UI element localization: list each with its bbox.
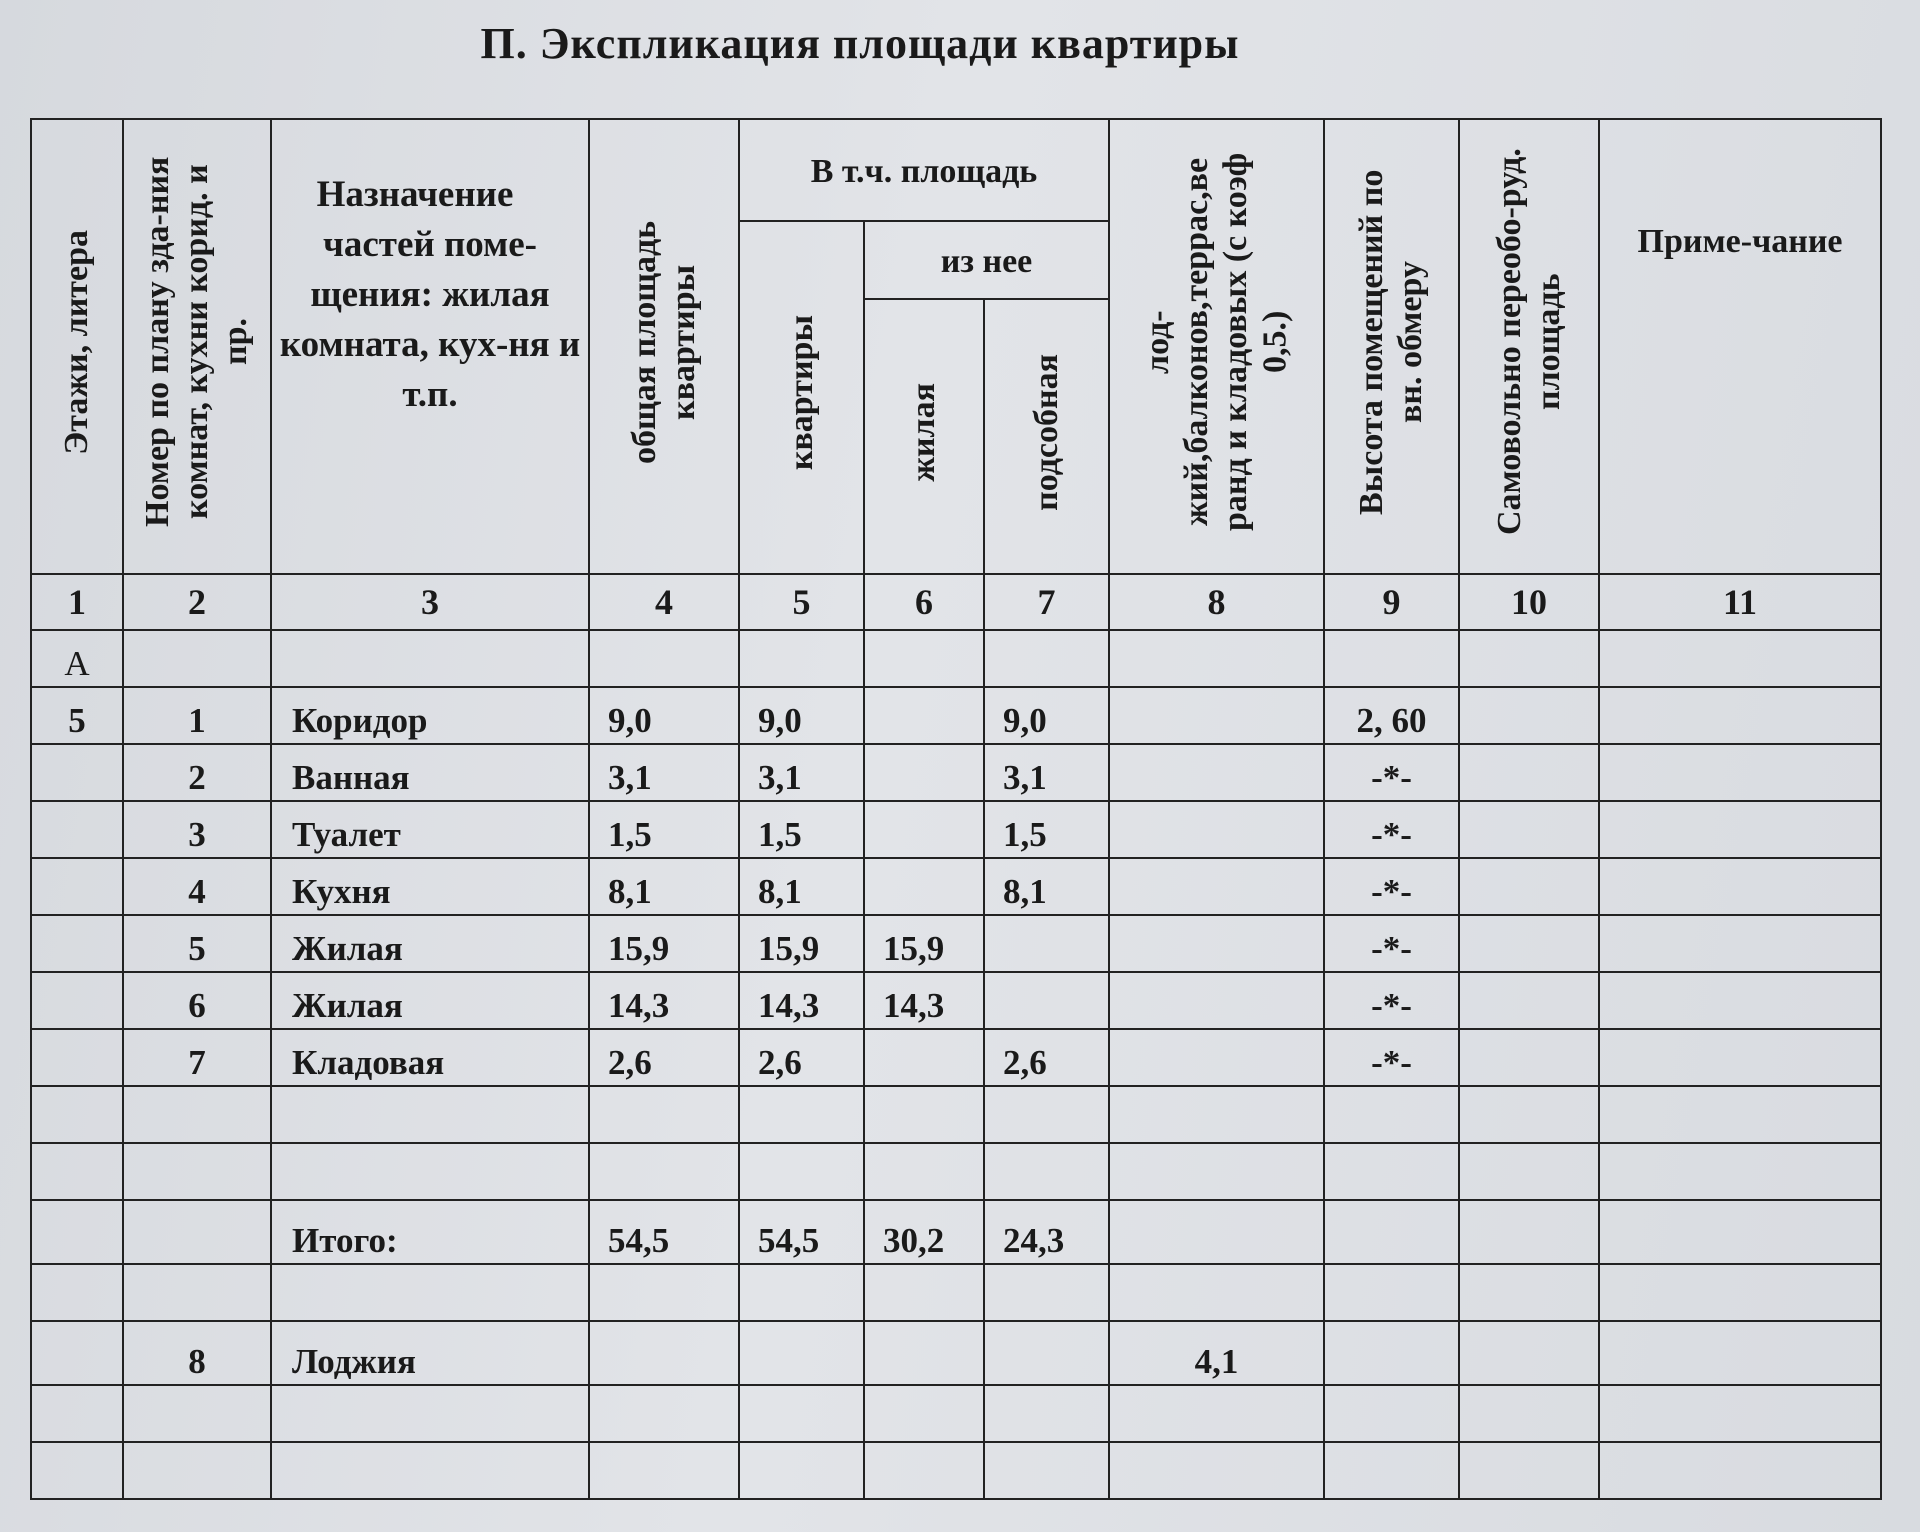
- header-total-area: общая площадь квартиры: [589, 119, 739, 574]
- page-title: П. Экспликация площади квартиры: [480, 19, 1240, 68]
- table-row: 2 Ванная 3,1 3,1 3,1 -*-: [31, 744, 1881, 801]
- empty-row: [31, 1143, 1881, 1200]
- liter-cell: А: [31, 630, 123, 687]
- loggia-row: 8 Лоджия 4,1: [31, 1321, 1881, 1385]
- header-note: Приме-чание: [1599, 119, 1881, 574]
- empty-row: [31, 1385, 1881, 1442]
- totals-row: Итого: 54,5 54,5 30,2 24,3: [31, 1200, 1881, 1264]
- liter-row: [31, 630, 1881, 687]
- table-row: 4 Кухня 8,1 8,1 8,1 -*-: [31, 858, 1881, 915]
- header-apartment: квартиры: [739, 221, 864, 574]
- totals-label: Итого:: [271, 1200, 589, 1264]
- header-floor: Этажи, литера: [31, 119, 123, 574]
- header-purpose: Назначение частей поме-щения: жилая комната, кух-ня и т.п.: [271, 119, 589, 574]
- header-living: жилая: [864, 299, 984, 574]
- table-row: 7 Кладовая 2,6 2,6 2,6 -*-: [31, 1029, 1881, 1086]
- table-row: 5 Жилая 15,9 15,9 15,9 -*-: [31, 915, 1881, 972]
- explication-table: [30, 118, 1882, 1500]
- header-unauthorized-area: Самовольно переобо-руд. площадь: [1459, 119, 1599, 574]
- header-auxiliary: подсобная: [984, 299, 1109, 574]
- column-numbers-row: 1 2 3 4 5 6 7 8 9 10 11: [31, 574, 1881, 630]
- table-row: 6 Жилая 14,3 14,3 14,3 -*-: [31, 972, 1881, 1029]
- header-incl-area: В т.ч. площадь: [739, 119, 1109, 221]
- empty-row: [31, 1086, 1881, 1143]
- empty-row: [31, 1442, 1881, 1499]
- header-of-which: из нее: [864, 221, 1109, 299]
- table-row: 5 1 Коридор 9,0 9,0 9,0 2, 60: [31, 687, 1881, 744]
- table-row: 3 Туалет 1,5 1,5 1,5 -*-: [31, 801, 1881, 858]
- header-height: Высота помещений по вн. обмеру: [1324, 119, 1459, 574]
- header-plan-number: Номер по плану зда-ния комнат, кухни корид. и пр.: [123, 119, 271, 574]
- header-loggias: лод-жий,балконов,террас,ве ранд и кладовых (с коэф 0,5.): [1109, 119, 1324, 574]
- empty-row: [31, 1264, 1881, 1321]
